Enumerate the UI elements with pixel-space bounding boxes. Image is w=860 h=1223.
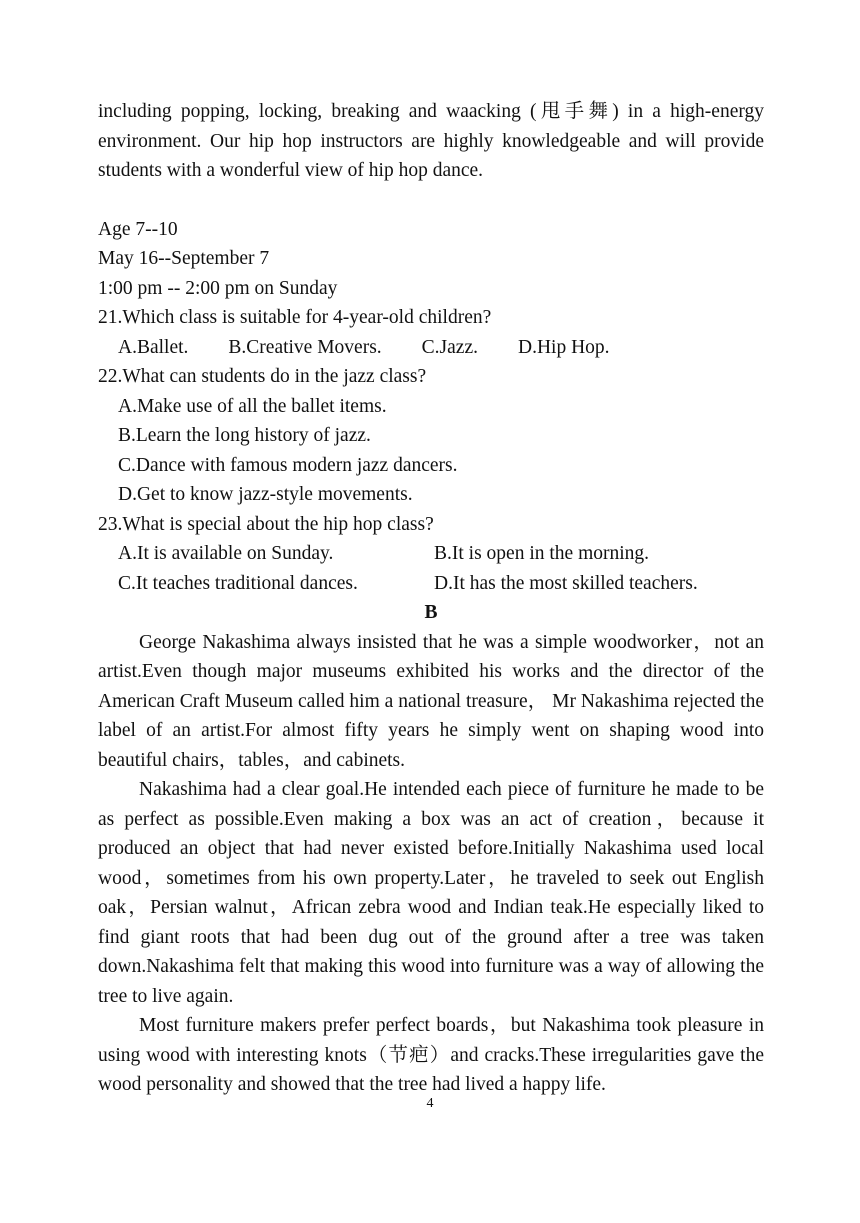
q21-option-d: D.Hip Hop.: [517, 336, 610, 358]
q22-option-a: A.Make use of all the ballet items.: [118, 395, 387, 417]
question-21-options: [98, 333, 764, 363]
question-23-options: [98, 539, 764, 598]
q23-option-d: D.It has the most skilled teachers.: [434, 572, 698, 594]
class-dates: May 16--September 7: [98, 248, 270, 269]
document-page: [98, 97, 764, 1100]
section-b-title: B: [424, 602, 438, 623]
q23-option-c: C.It teaches traditional dances.: [118, 572, 358, 594]
q23-option-a: A.It is available on Sunday.: [118, 543, 334, 564]
q22-option-c: C.Dance with famous modern jazz dancers.: [118, 454, 458, 476]
section-b-paragraph-3: Most furniture makers prefer perfect boards，but Nakashima took pleasure in using wood with interesting knots（节疤）and cracks.These irregularities gave the wood personality and showed that the tree had lived a happy life.: [98, 1015, 764, 1095]
question-23-stem: 23.What is special about the hip hop class?: [98, 513, 434, 535]
q21-option-c: C.Jazz.: [421, 336, 478, 358]
q22-option-b: B.Learn the long history of jazz.: [118, 425, 371, 446]
section-b-paragraph-1: George Nakashima always insisted that he was a simple woodworker，not an artist.Even though major museums exhibited his works and the director of the American Craft Museum called him a national treasure， Mr Nakashima rejected the label of an artist.For almost fifty years he simply went on shaping wood into beautiful chairs，tables，and cabinets.: [98, 631, 764, 771]
q22-option-d: D.Get to know jazz-style movements.: [118, 484, 413, 505]
q21-option-a: A.Ballet.: [118, 336, 189, 358]
class-age: Age 7--10: [98, 218, 178, 240]
q21-option-b: B.Creative Movers.: [228, 336, 382, 358]
class-time: 1:00 pm -- 2:00 pm on Sunday: [98, 277, 338, 299]
question-21-stem: 21.Which class is suitable for 4-year-old children?: [98, 307, 492, 328]
intro-paragraph: including popping, locking, breaking and waacking (甩手舞) in a high-energy environment. Our hip hop instructors are highly knowledgeable and will provide students with a wonderful view of hip hop dance.: [98, 101, 764, 181]
section-b-paragraph-2: Nakashima had a clear goal.He intended each piece of furniture he made to be as perfect as possible.Even making a box was an act of creation，because it produced an object that had never existed before.Initially Nakashima used local wood，sometimes from his own property.Later，he traveled to seek out English oak，Persian walnut，African zebra wood and Indian teak.He especially liked to find giant roots that had been dug out of the ground after a tree was taken down.Nakashima felt that making this wood into furniture was a way of allowing the tree to live again.: [98, 779, 764, 1007]
spacer: [98, 186, 764, 215]
question-22-stem: 22.What can students do in the jazz class?: [98, 366, 427, 387]
page-number: 4: [426, 1096, 434, 1111]
q23-option-b: B.It is open in the morning.: [434, 543, 650, 564]
